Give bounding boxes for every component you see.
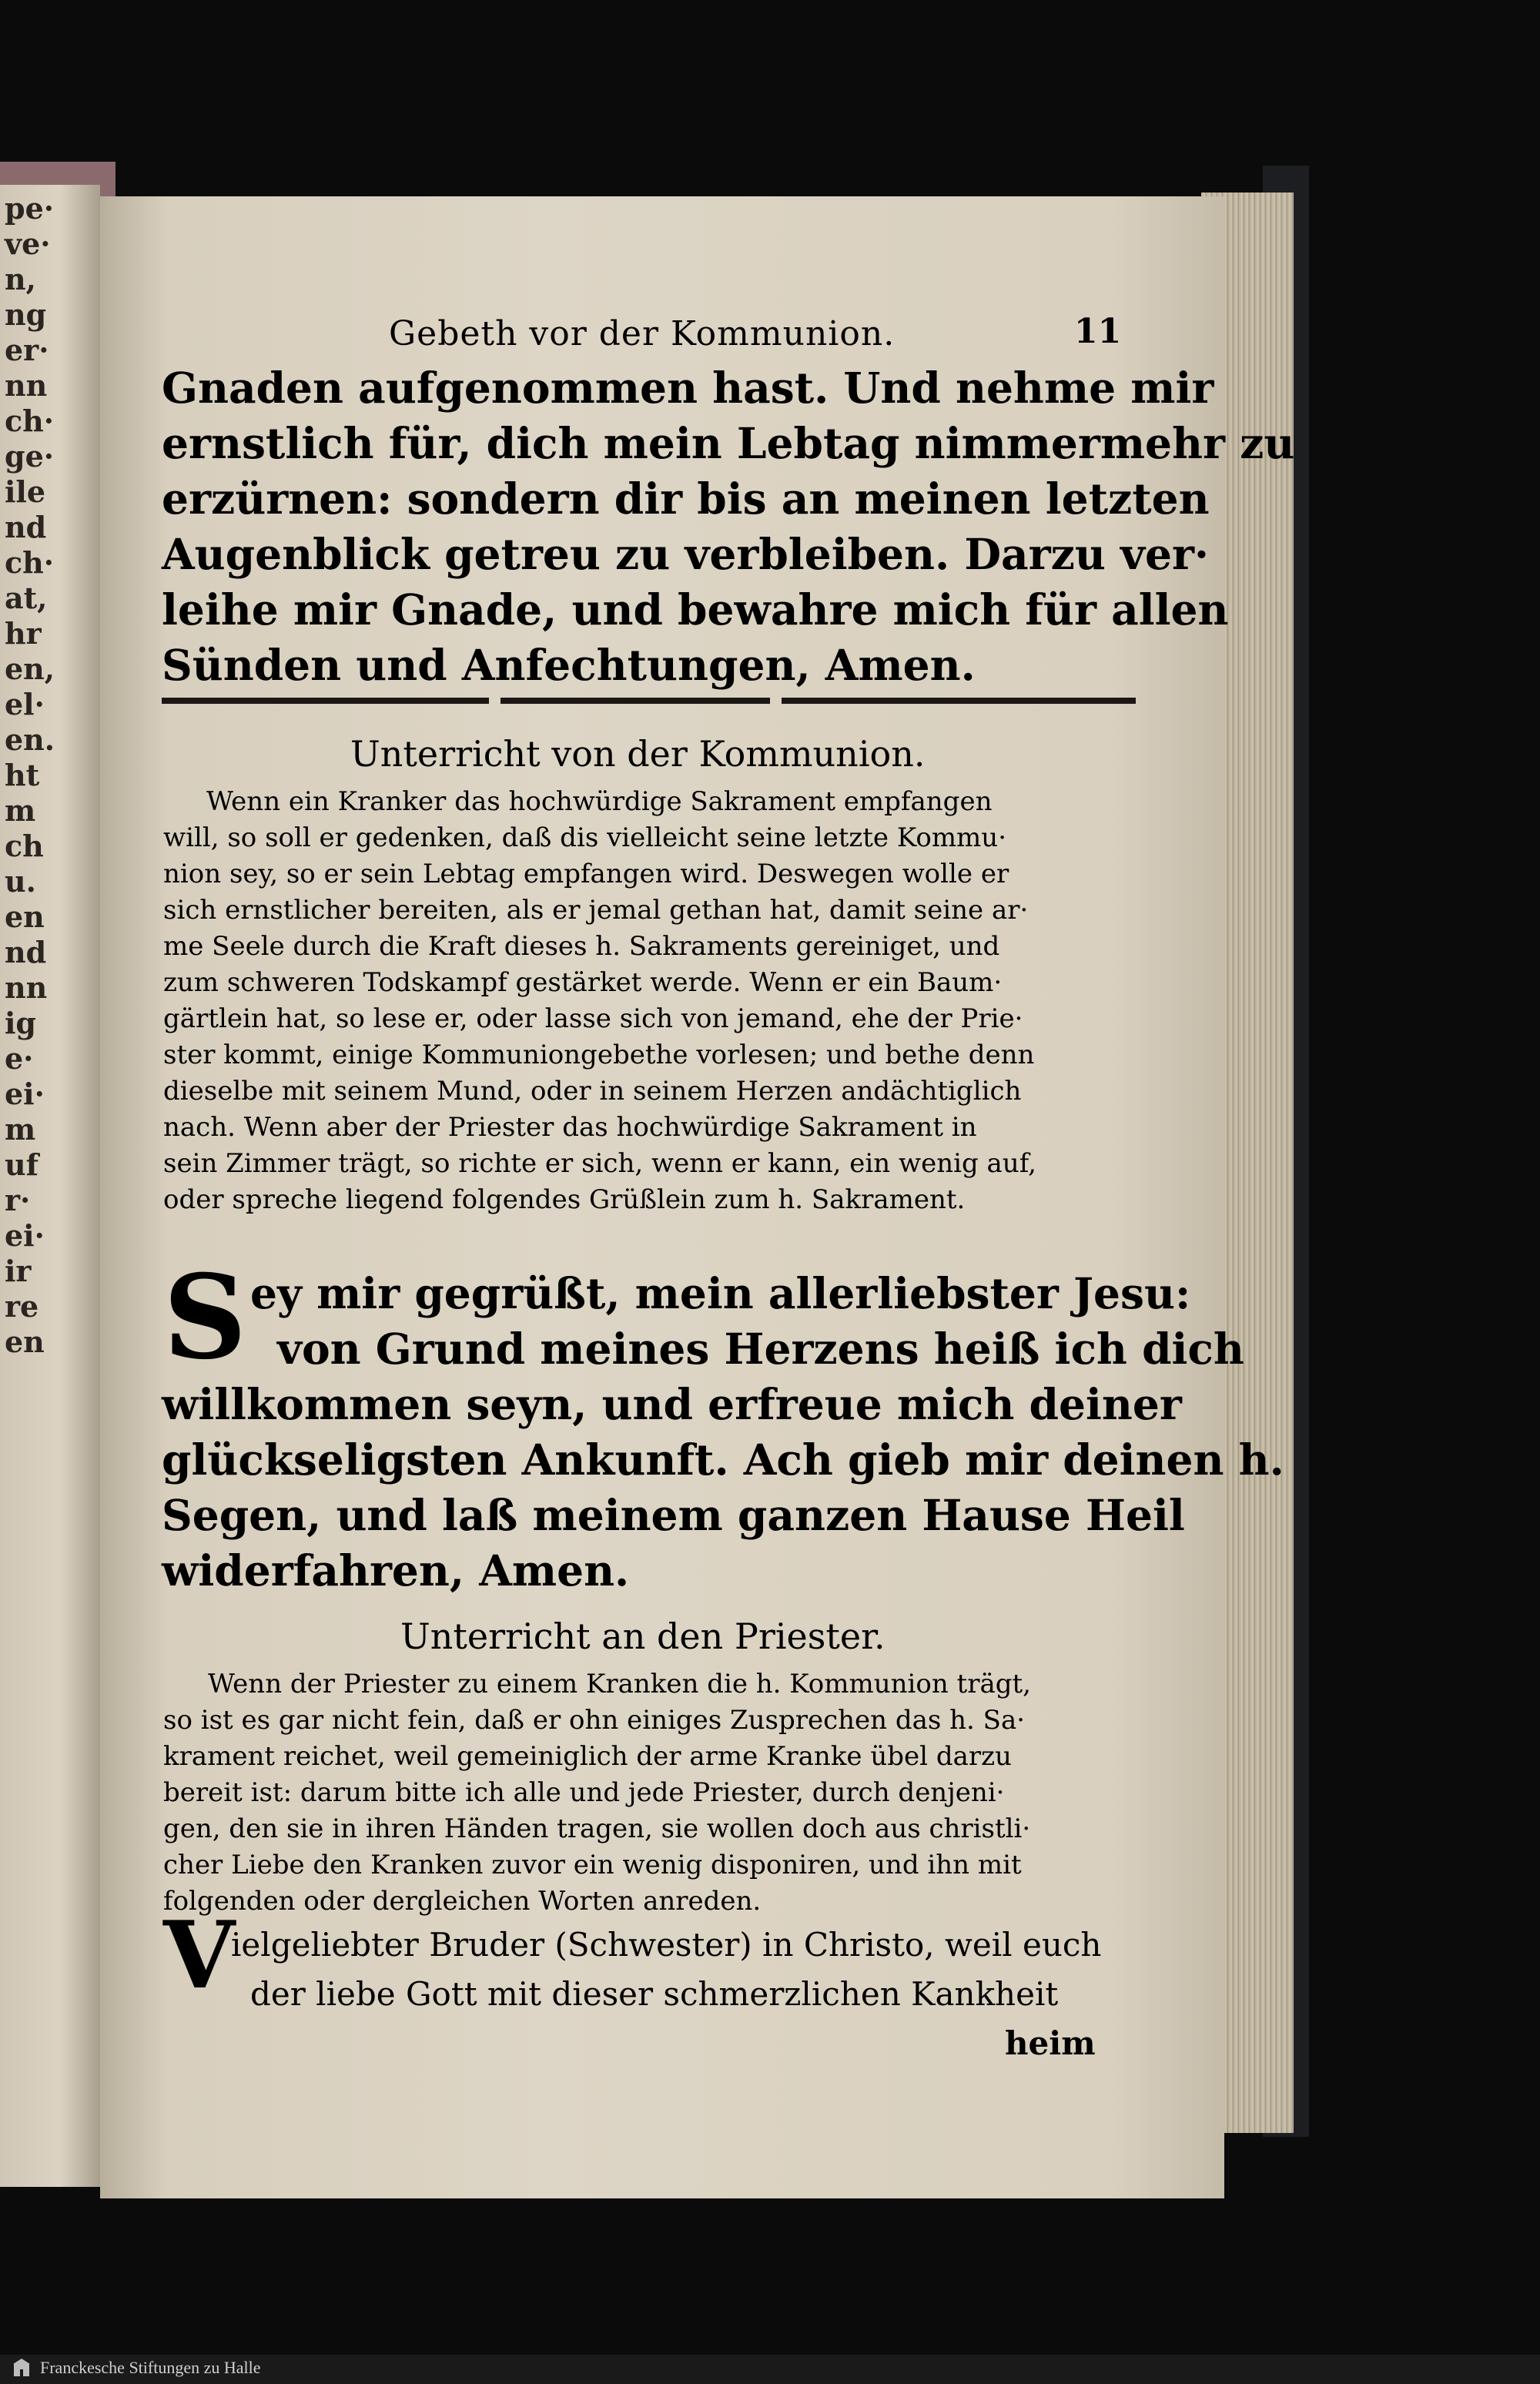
instruction-1-line: oder spreche liegend folgendes Grüßlein zum h. Sakrament. — [163, 1184, 966, 1215]
institution-logo-icon — [12, 2358, 31, 2378]
left-page-text-fragment: ve· — [5, 226, 51, 261]
instruction-1-line: nach. Wenn aber der Priester das hochwürdige Sakrament in — [163, 1112, 977, 1143]
left-page-text-fragment: en — [5, 899, 45, 934]
instruction-1-line: nion sey, so er sein Lebtag empfangen wird. Deswegen wolle er — [163, 859, 1009, 889]
instruction-2-line: folgenden oder dergleichen Worten anreden. — [163, 1886, 762, 1917]
left-page-text-fragment: at, — [5, 581, 48, 615]
left-page-text-fragment: nn — [5, 970, 48, 1005]
address-line: ielgeliebter Bruder (Schwester) in Christo, weil euch — [231, 1926, 1102, 1964]
left-page-text-fragment: nd — [5, 935, 47, 969]
left-page-text-fragment: ir — [5, 1254, 32, 1288]
left-page-fragment — [0, 185, 100, 2187]
left-page-text-fragment: ile — [5, 474, 46, 509]
left-page-text-fragment: uf — [5, 1147, 38, 1182]
instruction-1-line: dieselbe mit seinem Mund, oder in seinem Herzen andächtiglich — [163, 1076, 1022, 1107]
left-page-text-fragment: nd — [5, 510, 47, 544]
left-page-text-fragment: en. — [5, 722, 55, 757]
instruction-2-line: cher Liebe den Kranken zuvor ein wenig disponiren, und ihn mit — [163, 1850, 1022, 1880]
page-number: 11 — [1074, 312, 1122, 351]
left-page-text-fragment: r· — [5, 1183, 31, 1217]
left-page-text-fragment: hr — [5, 616, 42, 651]
left-page-text-fragment: u. — [5, 864, 36, 899]
instruction-2-line: bereit ist: darum bitte ich alle und jede Priester, durch denjeni· — [163, 1777, 1005, 1808]
prayer-2-line: widerfahren, Amen. — [162, 1545, 630, 1595]
instruction-1-line: Wenn ein Kranker das hochwürdige Sakrament empfangen — [206, 786, 993, 817]
left-page-text-fragment: en — [5, 1324, 45, 1359]
instruction-2-line: krament reichet, weil gemeiniglich der arme Kranke übel darzu — [163, 1741, 1012, 1772]
left-page-text-fragment: ei· — [5, 1218, 45, 1253]
left-page-text-fragment: pe· — [5, 191, 54, 226]
left-page-text-fragment: ch — [5, 829, 44, 863]
left-page-text-fragment: ei· — [5, 1076, 45, 1111]
heading-priest-instruction: Unterricht an den Priester. — [400, 1616, 886, 1657]
section-divider — [162, 698, 1136, 710]
left-page-text-fragment: ge· — [5, 439, 54, 474]
left-page-text-fragment: en, — [5, 651, 55, 686]
instruction-1-line: gärtlein hat, so lese er, oder lasse sich von jemand, ehe der Prie· — [163, 1003, 1023, 1034]
prayer-2-line: Segen, und laß meinem ganzen Hause Heil — [162, 1490, 1185, 1540]
left-page-text-fragment: n, — [5, 262, 36, 296]
left-page-text-fragment: m — [5, 793, 36, 828]
prayer-1-line: Sünden und Anfechtungen, Amen. — [162, 640, 976, 690]
heading-communion-instruction: Unterricht von der Kommunion. — [350, 733, 926, 775]
instruction-1-line: ster kommt, einige Kommuniongebethe vorlesen; und bethe denn — [163, 1040, 1035, 1070]
left-page-text-fragment: nn — [5, 368, 48, 403]
prayer-1-line: Augenblick getreu zu verbleiben. Darzu ver· — [162, 529, 1210, 579]
drop-cap: V — [163, 1901, 236, 2010]
prayer-1-line: leihe mir Gnade, und bewahre mich für allen — [162, 584, 1229, 635]
instruction-1-line: sich ernstlicher bereiten, als er jemal gethan hat, damit seine ar· — [163, 895, 1029, 926]
left-page-text-fragment: el· — [5, 687, 45, 722]
left-page-text-fragment: ng — [5, 297, 47, 332]
drop-cap: S — [163, 1250, 247, 1385]
instruction-1-line: will, so soll er gedenken, daß dis vielleicht seine letzte Kommu· — [163, 822, 1007, 853]
prayer-2-line: ey mir gegrüßt, mein allerliebster Jesu: — [250, 1268, 1191, 1318]
left-page-text-fragment: ch· — [5, 545, 54, 580]
left-page-text-fragment: m — [5, 1112, 36, 1147]
left-page-text-fragment: ht — [5, 758, 40, 792]
instruction-1-line: zum schweren Todskampf gestärket werde. Wenn er ein Baum· — [163, 967, 1003, 998]
instruction-1-line: sein Zimmer trägt, so richte er sich, wenn er kann, ein wenig auf, — [163, 1148, 1036, 1179]
left-page-text-fragment: re — [5, 1289, 39, 1324]
instruction-1-line: me Seele durch die Kraft dieses h. Sakraments gereiniget, und — [163, 931, 1000, 962]
left-page-text-fragment: e· — [5, 1041, 34, 1076]
prayer-1-line: ernstlich für, dich mein Lebtag nimmermehr zu — [162, 418, 1295, 468]
catchword: heim — [1005, 2024, 1096, 2062]
left-page-text-fragment: ig — [5, 1006, 37, 1040]
running-head: Gebeth vor der Kommunion. — [389, 314, 896, 353]
left-page-text-fragment: ch· — [5, 403, 54, 438]
left-page-text-fragment: er· — [5, 333, 49, 367]
prayer-2-line: von Grund meines Herzens heiß ich dich — [277, 1324, 1244, 1374]
prayer-1-line: Gnaden aufgenommen hast. Und nehme mir — [162, 363, 1214, 413]
prayer-2-line: glückseligsten Ankunft. Ach gieb mir deinen h. — [162, 1435, 1284, 1485]
prayer-2-line: willkommen seyn, und erfreue mich deiner — [162, 1379, 1182, 1429]
instruction-2-line: so ist es gar nicht fein, daß er ohn einiges Zusprechen das h. Sa· — [163, 1705, 1026, 1736]
instruction-2-line: gen, den sie in ihren Händen tragen, sie wollen doch aus christli· — [163, 1813, 1031, 1844]
prayer-1-line: erzürnen: sondern dir bis an meinen letzten — [162, 474, 1210, 524]
footer-institution: Franckesche Stiftungen zu Halle — [40, 2358, 261, 2377]
address-line: der liebe Gott mit dieser schmerzlichen Kankheit — [250, 1975, 1059, 2013]
instruction-2-line: Wenn der Priester zu einem Kranken die h. Kommunion trägt, — [208, 1669, 1031, 1699]
